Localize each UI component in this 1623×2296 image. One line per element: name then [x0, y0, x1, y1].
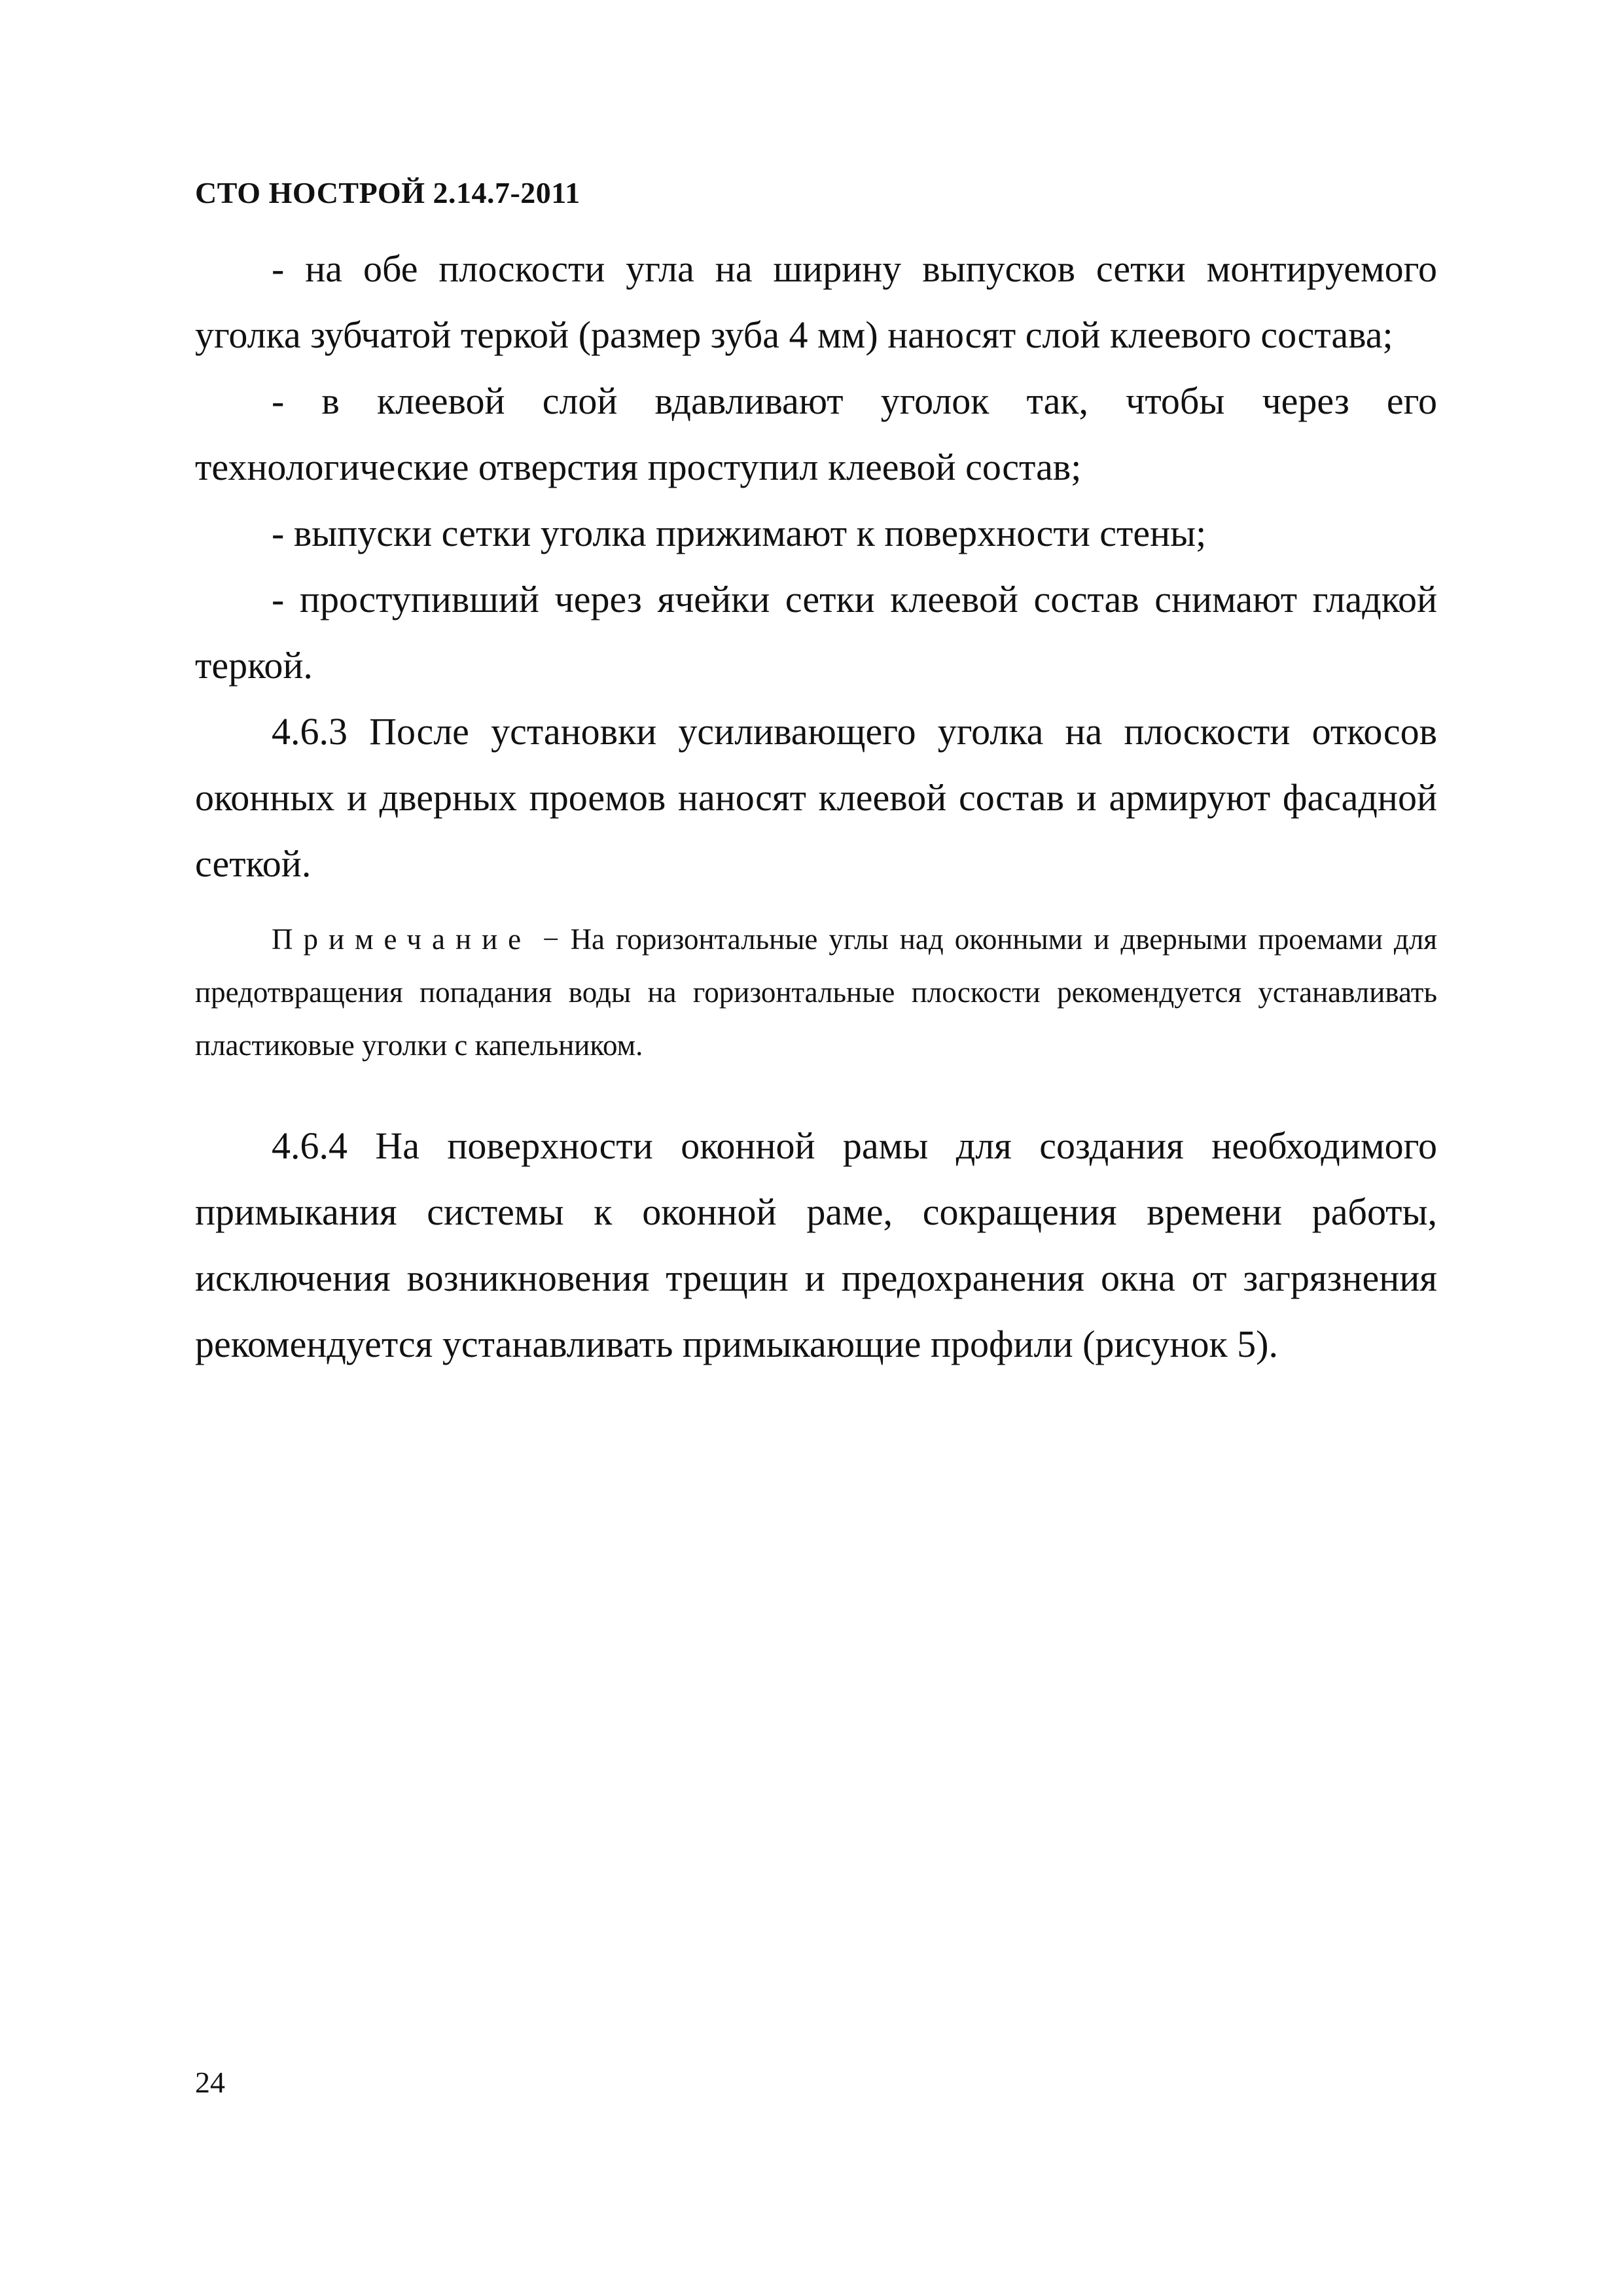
paragraph-3: - выпуски сетки уголка прижимают к поверхности стены;	[272, 512, 1207, 554]
note-label: Примечание	[272, 923, 532, 956]
note-block	[195, 913, 1437, 1072]
document-code-header: СТО НОСТРОЙ 2.14.7-2011	[195, 176, 580, 209]
paragraph-4-6-4: 4.6.4 На поверхности оконной рамы для создания необходимого примыкания системы к оконной раме, сокращения времени работы, исключения возникновения трещин и предохранения окна от загрязнения рекомендуется устанавливать примыкающие профили (рисунок 5).	[195, 1124, 1437, 1365]
page-number: 24	[195, 2066, 225, 2099]
paragraph-2: - в клеевой слой вдавливают уголок так, чтобы через его технологические отверстия проступил клеевой состав;	[195, 380, 1437, 488]
paragraph-4-6-3: 4.6.3 После установки усиливающего уголка на плоскости откосов оконных и дверных проемов наносят клеевой состав и армируют фасадной сеткой.	[195, 710, 1437, 885]
final-text-block	[195, 1113, 1437, 1377]
note-dash: −	[531, 923, 571, 956]
main-text-block	[195, 236, 1437, 897]
paragraph-1: - на обе плоскости угла на ширину выпусков сетки монтируемого уголка зубчатой теркой (размер зуба 4 мм) наносят слой клеевого состава;	[195, 247, 1437, 356]
note-text: На горизонтальные углы над оконными и дверными проемами для предотвращения попадания воды на горизонтальные плоскости рекомендуется устанавливать пластиковые уголки с капельником.	[195, 923, 1437, 1062]
paragraph-4: - проступивший через ячейки сетки клеевой состав снимают гладкой теркой.	[195, 578, 1437, 687]
